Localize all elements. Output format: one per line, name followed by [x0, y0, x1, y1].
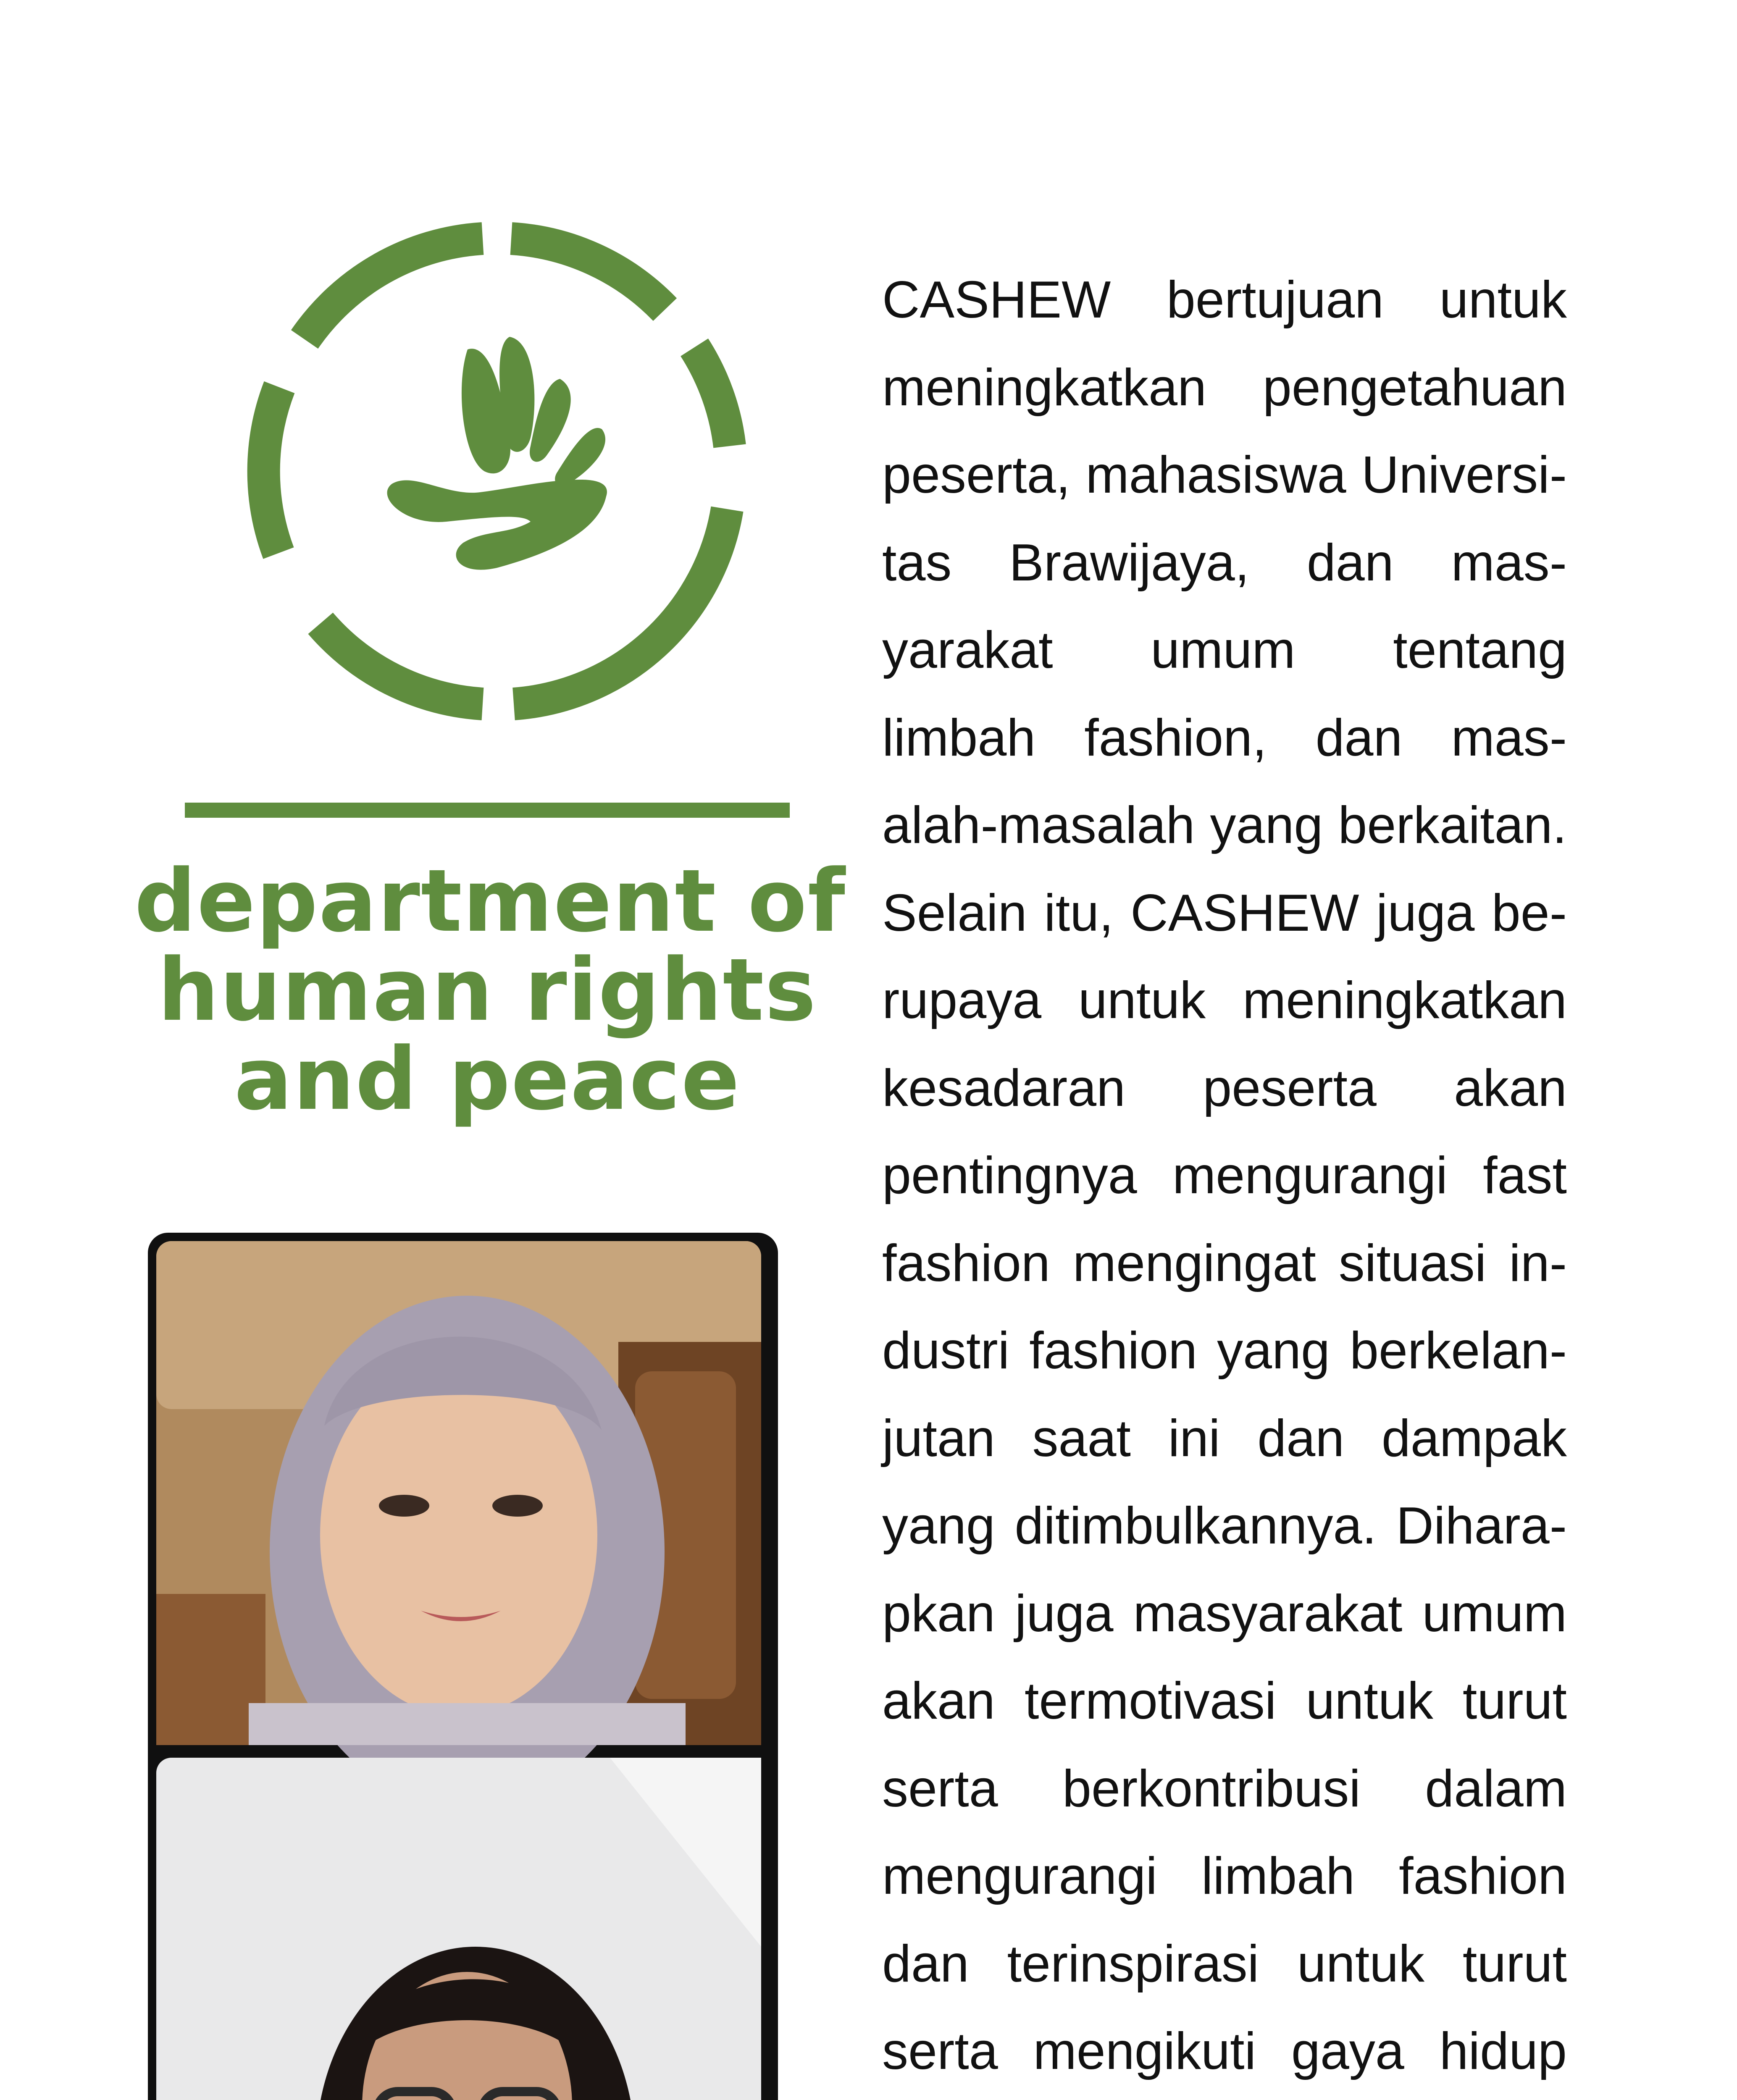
body-line: dustri fashion yang berkelan-	[882, 1322, 1567, 1380]
department-title-line-3: and peace	[234, 1029, 741, 1129]
body-line: alah-masalah yang berkaitan.	[882, 796, 1567, 854]
department-title-line-1: department of	[134, 851, 846, 951]
body-line: akan termotivasi untuk turut	[882, 1672, 1567, 1730]
body-line: fashion mengingat situasi in-	[882, 1234, 1567, 1292]
body-line: limbah fashion, dan mas-	[882, 709, 1567, 767]
body-line: yarakat umum tentang	[882, 621, 1567, 679]
body-line: jutan saat ini dan dampak	[882, 1409, 1567, 1467]
body-line: CASHEW bertujuan untuk	[882, 271, 1567, 329]
body-line: meningkatkan pengetahuan	[882, 358, 1567, 417]
body-line: peserta, mahasiswa Universi-	[882, 446, 1567, 504]
live-session-photo	[148, 1233, 778, 2100]
body-paragraph	[882, 256, 1567, 2100]
body-line: Selain itu, CASHEW juga be-	[882, 884, 1567, 942]
department-title	[134, 851, 846, 1129]
hand-peace-logo-icon	[245, 219, 749, 723]
video-call-participant-2	[156, 1758, 761, 2100]
body-line: yang ditimbulkannya. Dihara-	[882, 1497, 1567, 1555]
body-line: pentingnya mengurangi fast	[882, 1147, 1567, 1205]
video-call-participant-1	[156, 1241, 761, 1808]
department-title-line-2: human rights	[158, 940, 817, 1040]
body-line: serta berkontribusi dalam	[882, 1759, 1567, 1818]
body-line: tas Brawijaya, dan mas-	[882, 533, 1567, 592]
body-line: pkan juga masyarakat umum	[882, 1584, 1567, 1643]
body-line: mengurangi limbah fashion	[882, 1847, 1567, 1905]
body-line: serta mengikuti gaya hidup	[882, 2022, 1567, 2080]
body-line: dan terinspirasi untuk turut	[882, 1935, 1567, 1993]
body-line: rupaya untuk meningkatkan	[882, 971, 1567, 1029]
section-divider	[185, 803, 790, 818]
body-line	[882, 2095, 1567, 2100]
body-line: kesadaran peserta akan	[882, 1059, 1567, 1117]
